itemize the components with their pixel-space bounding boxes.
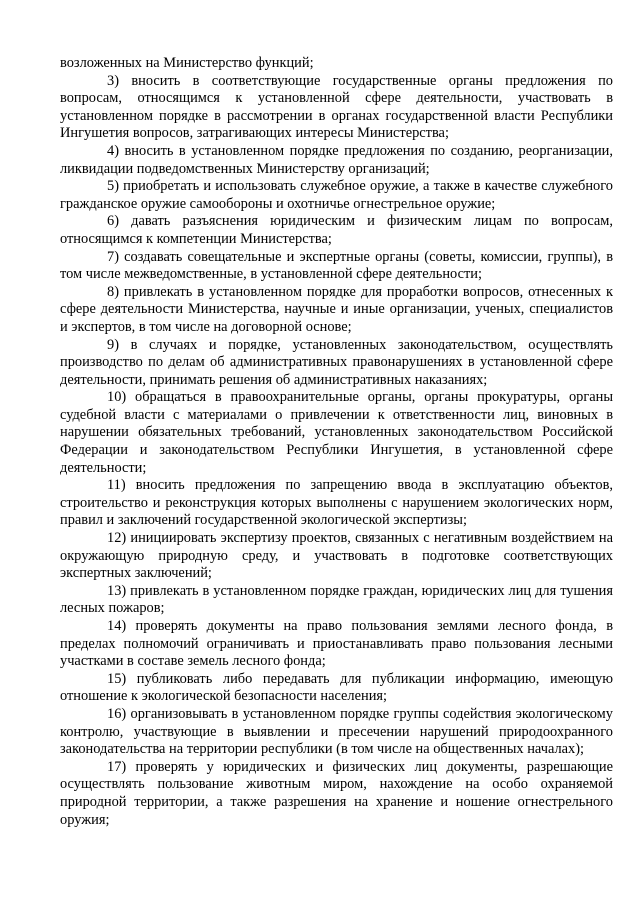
paragraph-item-13: 13) привлекать в установленном порядке граждан, юридических лиц для тушения лесных пожаров; xyxy=(60,582,613,617)
paragraph-continuation: возложенных на Министерство функций; xyxy=(60,55,314,71)
document-page xyxy=(60,55,613,829)
paragraph-item-8: 8) привлекать в установленном порядке для проработки вопросов, отнесенных к сфере деятельности Министерства, научные и иные организации, ученых, специалистов и экспертов, в том числе на договорной основе; xyxy=(60,283,613,335)
paragraph-item-15: 15) публиковать либо передавать для публикации информацию, имеющую отношение к экологической безопасности населения; xyxy=(60,670,613,705)
paragraph-item-11: 11) вносить предложения по запрещению ввода в эксплуатацию объектов, строительство и реконструкция которых выполнены с нарушением экологических норм, правил и заключений государственной экологической экспертизы; xyxy=(60,477,613,529)
paragraph-item-17: 17) проверять у юридических и физических лиц документы, разрешающие осуществлять пользование животным миром, нахождение на особо охраняемой природной территории, а также разрешения на хранение и ношение огнестрельного оружия; xyxy=(60,758,613,828)
paragraph-item-10: 10) обращаться в правоохранительные органы, органы прокуратуры, органы судебной власти с материалами о привлечении к ответственности лиц, виновных в нарушении обязательных требований, установленных законодательством Российской Федерации и законодательством Республики Ингушетия, в установленной сфере деятельности; xyxy=(60,389,613,476)
paragraph-item-6: 6) давать разъяснения юридическим и физическим лицам по вопросам, относящимся к компетенции Министерства; xyxy=(60,213,613,247)
paragraph-item-9: 9) в случаях и порядке, установленных законодательством, осуществлять производство по делам об административных правонарушениях в установленной сфере деятельности, принимать решения об административных наказаниях; xyxy=(60,336,613,388)
paragraph-item-3: 3) вносить в соответствующие государственные органы предложения по вопросам, относящимся к установленной сфере деятельности, участвовать в установленном порядке в рассмотрении в органах государственной власти Республики Ингушетия вопросов, затрагивающих интересы Министерства; xyxy=(60,72,613,142)
paragraph-item-14: 14) проверять документы на право пользования землями лесного фонда, в пределах полномочий ограничивать и приостанавливать право пользования лесными участками в составе земель лесного фонда; xyxy=(60,618,613,670)
paragraph-item-7: 7) создавать совещательные и экспертные органы (советы, комиссии, группы), в том числе межведомственные, в установленной сфере деятельности; xyxy=(60,248,613,283)
paragraph-item-16: 16) организовывать в установленном порядке группы содействия экологическому контролю, участвующие в выявлении и пресечении нарушений природоохранного законодательства на территории республики (в том числе на общественных началах); xyxy=(60,705,613,758)
paragraph-item-12: 12) инициировать экспертизу проектов, связанных с негативным воздействием на окружающую природную среду, и участвовать в подготовке соответствующих экспертных заключений; xyxy=(60,530,613,582)
paragraph-item-5: 5) приобретать и использовать служебное оружие, а также в качестве служебного гражданское оружие самообороны и охотничье огнестрельное оружие; xyxy=(60,178,613,212)
paragraph-item-4: 4) вносить в установленном порядке предложения по созданию, реорганизации, ликвидации подведомственных Министерству организаций; xyxy=(60,142,613,177)
